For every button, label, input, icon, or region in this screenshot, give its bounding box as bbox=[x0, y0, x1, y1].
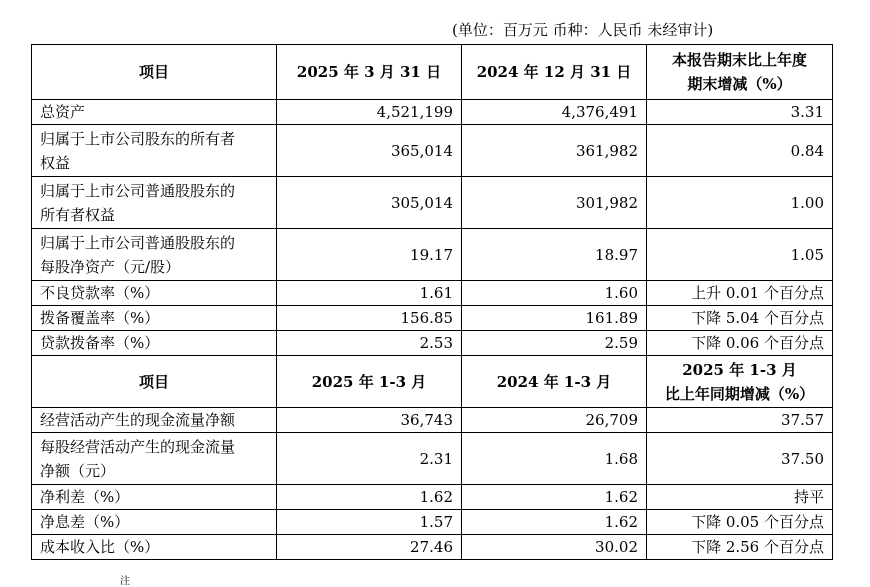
row-current: 1.61 bbox=[277, 281, 462, 306]
row-change: 下降 0.06 个百分点 bbox=[647, 331, 833, 356]
row-previous: 1.68 bbox=[462, 433, 647, 485]
row-change: 37.57 bbox=[647, 408, 833, 433]
row-label: 成本收入比（%） bbox=[32, 535, 277, 560]
table-row bbox=[32, 535, 833, 560]
row-label: 贷款拨备率（%） bbox=[32, 331, 277, 356]
row-previous: 1.62 bbox=[462, 510, 647, 535]
row-label: 拨备覆盖率（%） bbox=[32, 306, 277, 331]
footer-note-mark: 注 bbox=[120, 576, 130, 587]
row-current: 305,014 bbox=[277, 177, 462, 229]
table-row bbox=[32, 485, 833, 510]
row-current: 2.53 bbox=[277, 331, 462, 356]
row-change: 下降 5.04 个百分点 bbox=[647, 306, 833, 331]
header-change-line1: 2025 年 1-3 月 bbox=[682, 360, 797, 379]
header-change-line2: 比上年同期增减（%） bbox=[664, 384, 815, 403]
header-previous: 2024 年 12 月 31 日 bbox=[462, 45, 647, 100]
unit-note: (单位：百万元 币种：人民币 未经审计) bbox=[452, 21, 714, 39]
row-previous: 18.97 bbox=[462, 229, 647, 281]
table-row bbox=[32, 125, 833, 177]
row-label: 归属于上市公司普通股股东的 每股净资产（元/股） bbox=[32, 229, 277, 281]
table-row bbox=[32, 408, 833, 433]
table-row bbox=[32, 281, 833, 306]
row-label: 归属于上市公司股东的所有者 权益 bbox=[32, 125, 277, 177]
row-change: 1.05 bbox=[647, 229, 833, 281]
row-label: 经营活动产生的现金流量净额 bbox=[32, 408, 277, 433]
row-current: 1.57 bbox=[277, 510, 462, 535]
row-label: 净利差（%） bbox=[32, 485, 277, 510]
row-label: 净息差（%） bbox=[32, 510, 277, 535]
row-change: 1.00 bbox=[647, 177, 833, 229]
row-label: 每股经营活动产生的现金流量 净额（元） bbox=[32, 433, 277, 485]
row-change: 下降 2.56 个百分点 bbox=[647, 535, 833, 560]
row-previous: 161.89 bbox=[462, 306, 647, 331]
row-current: 36,743 bbox=[277, 408, 462, 433]
row-current: 156.85 bbox=[277, 306, 462, 331]
row-previous: 1.60 bbox=[462, 281, 647, 306]
row-previous: 30.02 bbox=[462, 535, 647, 560]
row-previous: 26,709 bbox=[462, 408, 647, 433]
header-previous: 2024 年 1-3 月 bbox=[462, 356, 647, 408]
table-row bbox=[32, 100, 833, 125]
row-current: 1.62 bbox=[277, 485, 462, 510]
row-change: 持平 bbox=[647, 485, 833, 510]
header-change-line2: 期末增减（%） bbox=[687, 75, 792, 93]
row-change: 上升 0.01 个百分点 bbox=[647, 281, 833, 306]
header-change bbox=[647, 356, 833, 408]
table-row bbox=[32, 229, 833, 281]
table-row bbox=[32, 177, 833, 229]
row-previous: 361,982 bbox=[462, 125, 647, 177]
header-item: 项目 bbox=[32, 45, 277, 100]
row-label: 归属于上市公司普通股股东的 所有者权益 bbox=[32, 177, 277, 229]
row-change: 0.84 bbox=[647, 125, 833, 177]
header-change bbox=[647, 45, 833, 100]
row-current: 27.46 bbox=[277, 535, 462, 560]
row-previous: 1.62 bbox=[462, 485, 647, 510]
financial-table bbox=[31, 44, 833, 560]
row-current: 2.31 bbox=[277, 433, 462, 485]
row-previous: 2.59 bbox=[462, 331, 647, 356]
row-change: 3.31 bbox=[647, 100, 833, 125]
table-row bbox=[32, 510, 833, 535]
row-current: 4,521,199 bbox=[277, 100, 462, 125]
row-change: 37.50 bbox=[647, 433, 833, 485]
header-current: 2025 年 3 月 31 日 bbox=[277, 45, 462, 100]
header-change-line1: 本报告期末比上年度 bbox=[671, 51, 807, 69]
row-current: 365,014 bbox=[277, 125, 462, 177]
row-label: 不良贷款率（%） bbox=[32, 281, 277, 306]
table-row bbox=[32, 306, 833, 331]
header-item: 项目 bbox=[32, 356, 277, 408]
balance-header-row bbox=[32, 45, 833, 100]
table-row bbox=[32, 331, 833, 356]
row-current: 19.17 bbox=[277, 229, 462, 281]
row-label: 总资产 bbox=[32, 100, 277, 125]
row-previous: 4,376,491 bbox=[462, 100, 647, 125]
row-previous: 301,982 bbox=[462, 177, 647, 229]
header-current: 2025 年 1-3 月 bbox=[277, 356, 462, 408]
table-row bbox=[32, 433, 833, 485]
period-header-row bbox=[32, 356, 833, 408]
row-change: 下降 0.05 个百分点 bbox=[647, 510, 833, 535]
